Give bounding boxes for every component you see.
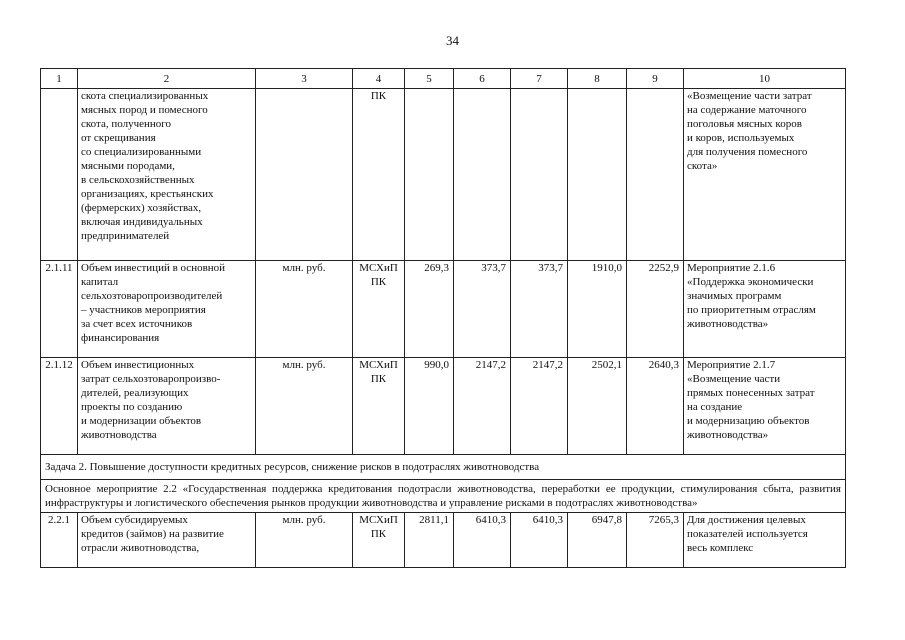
- value-cell-9: 7265,3: [627, 513, 684, 568]
- column-header-9: 9: [627, 69, 684, 89]
- unit-cell: [256, 89, 353, 261]
- basic-event-text: Основное мероприятие 2.2 «Государственная поддержка кредитования подотрасли животноводства, переработки ее продукции, стимулирования сбыта, развития инфраструктуры и логистического обеспечения рынков продукции животноводства и управление рисками в подотраслях животноводства»: [41, 480, 846, 513]
- column-header-5: 5: [405, 69, 454, 89]
- value-cell-8: 1910,0: [568, 261, 627, 358]
- value-cell-6: [454, 89, 511, 261]
- indicator-name: Объем инвестиционных затрат сельхозтоваропроизво- дителей, реализующих проекты по созданию и модернизации объектов животноводства: [78, 358, 256, 455]
- value-cell-6: 373,7: [454, 261, 511, 358]
- unit-cell: млн. руб.: [256, 358, 353, 455]
- value-cell-9: [627, 89, 684, 261]
- event-cell: «Возмещение части затрат на содержание маточного поголовья мясных коров и коров, используемых для получения помесного скота»: [684, 89, 846, 261]
- value-cell-8: [568, 89, 627, 261]
- indicator-number: [41, 89, 78, 261]
- page-number: 34: [446, 33, 459, 48]
- indicator-number: 2.2.1: [41, 513, 78, 568]
- value-cell-6: 2147,2: [454, 358, 511, 455]
- indicator-number: 2.1.11: [41, 261, 78, 358]
- value-cell-5: 990,0: [405, 358, 454, 455]
- table-body: [41, 69, 846, 568]
- value-cell-5: 2811,1: [405, 513, 454, 568]
- value-cell-9: 2640,3: [627, 358, 684, 455]
- task-row: [41, 455, 846, 480]
- value-cell-8: 6947,8: [568, 513, 627, 568]
- column-header-7: 7: [511, 69, 568, 89]
- executor-cell: МСХиП ПК: [353, 358, 405, 455]
- indicator-name: Объем субсидируемых кредитов (займов) на развитие отрасли животноводства,: [78, 513, 256, 568]
- value-cell-5: 269,3: [405, 261, 454, 358]
- indicator-number: 2.1.12: [41, 358, 78, 455]
- value-cell-7: 373,7: [511, 261, 568, 358]
- basic-event-row: [41, 480, 846, 513]
- column-header-4: 4: [353, 69, 405, 89]
- executor-cell: ПК: [353, 89, 405, 261]
- column-header-8: 8: [568, 69, 627, 89]
- value-cell-7: 6410,3: [511, 513, 568, 568]
- column-header-3: 3: [256, 69, 353, 89]
- event-cell: Мероприятие 2.1.6 «Поддержка экономически значимых программ по приоритетным отраслям животноводства»: [684, 261, 846, 358]
- value-cell-7: 2147,2: [511, 358, 568, 455]
- value-cell-6: 6410,3: [454, 513, 511, 568]
- table-row: [41, 358, 846, 455]
- executor-cell: МСХиП ПК: [353, 513, 405, 568]
- executor-cell: МСХиП ПК: [353, 261, 405, 358]
- indicator-name: скота специализированных мясных пород и помесного скота, полученного от скрещивания со специализированными мясными породами, в сельскохозяйственных организациях, крестьянских (фермерских) хозяйствах, включая индивидуальных предпринимателей: [78, 89, 256, 261]
- table-row: [41, 89, 846, 261]
- unit-cell: млн. руб.: [256, 261, 353, 358]
- column-header-2: 2: [78, 69, 256, 89]
- unit-cell: млн. руб.: [256, 513, 353, 568]
- header-row: [41, 69, 846, 89]
- event-cell: Для достижения целевых показателей используется весь комплекс: [684, 513, 846, 568]
- indicator-name: Объем инвестиций в основной капитал сельхозтоваропроизводителей – участников мероприятия за счет всех источников финансирования: [78, 261, 256, 358]
- column-header-1: 1: [41, 69, 78, 89]
- value-cell-9: 2252,9: [627, 261, 684, 358]
- column-header-6: 6: [454, 69, 511, 89]
- value-cell-7: [511, 89, 568, 261]
- event-cell: Мероприятие 2.1.7 «Возмещение части прямых понесенных затрат на создание и модернизацию объектов животноводства»: [684, 358, 846, 455]
- column-header-10: 10: [684, 69, 846, 89]
- value-cell-5: [405, 89, 454, 261]
- indicators-table: [40, 68, 846, 568]
- task-text: Задача 2. Повышение доступности кредитных ресурсов, снижение рисков в подотраслях животноводства: [41, 455, 846, 480]
- table-row: [41, 513, 846, 568]
- table-row: [41, 261, 846, 358]
- value-cell-8: 2502,1: [568, 358, 627, 455]
